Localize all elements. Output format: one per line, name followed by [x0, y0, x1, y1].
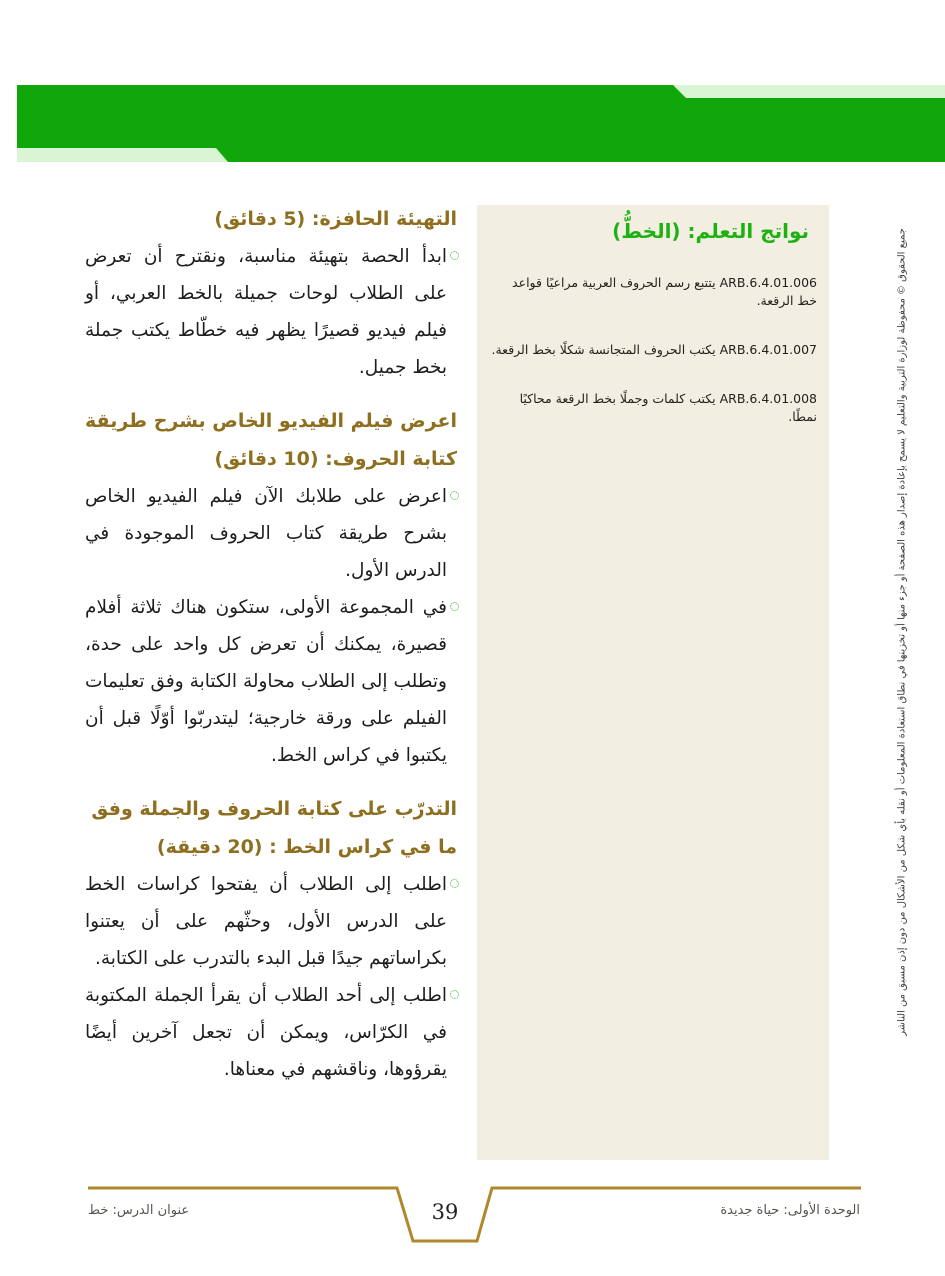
section-heading: اعرض فيلم الفيديو الخاص بشرح طريقة كتابة الحروف: (10 دقائق): [85, 410, 457, 470]
section-heading: التهيئة الحافزة: (5 دقائق): [214, 208, 457, 230]
bullet-text: ابدأ الحصة بتهيئة مناسبة، ونقترح أن تعرض على الطلاب لوحات جميلة بالخط العربي، أو فيلم فيديو قصيرًا يظهر فيه خطّاط يكتب جملة بخط جميل.: [85, 246, 447, 378]
outcome-code: ARB.6.4.01.008: [719, 391, 817, 406]
outcome-text: يكتب كلمات وجملًا بخط الرقعة محاكيًا نمطًا.: [519, 391, 817, 424]
list-item: [85, 977, 457, 1088]
outcome-text: يتتبع رسم الحروف العربية مراعيًا قواعد خط الرقعة.: [512, 275, 817, 308]
footer-lesson-title: عنوان الدرس: خط: [88, 1203, 190, 1218]
bullet-text: في المجموعة الأولى، ستكون هناك ثلاثة أفلام قصيرة، يمكنك أن تعرض كل واحد على حدة، وتطلب إلى الطلاب محاولة الكتابة وفق تعليمات الفيلم على ورقة خارجية؛ ليتدربّوا أوّلًا قبل أن يكتبوا في كراس الخط.: [85, 597, 447, 766]
bullet-icon: [450, 879, 459, 888]
bullet-text: اطلب إلى الطلاب أن يفتحوا كراسات الخط على الدرس الأول، وحثّهم على أن يعتنوا بكراساتهم جيدًا قبل البدء بالتدرب على الكتابة.: [85, 874, 447, 969]
bullet-icon: [450, 990, 459, 999]
list-item: [85, 866, 457, 977]
outcome-item: [489, 341, 817, 359]
list-item: [85, 589, 457, 774]
section-warmup: [85, 200, 457, 386]
bullet-icon: [450, 251, 459, 260]
copyright-notice: جميع الحقوق © محفوظة لوزارة التربية والتعليم لا يسمح بإعادة إصدار هذه الصفحة أو جزء منها أو تخزينها في نطاق استعادة المعلومات أو نقله بأي شكل من الأشكال من دون إذن مسبق من الناشر: [896, 228, 908, 1036]
page-number: 39: [431, 1200, 459, 1224]
bullet-text: اعرض على طلابك الآن فيلم الفيديو الخاص بشرح طريقة كتاب الحروف الموجودة في الدرس الأول.: [85, 486, 447, 581]
outcome-item: [489, 274, 817, 310]
lesson-plan-column: [85, 200, 457, 1088]
learning-outcomes-title: نواتج التعلم: (الخطُّ): [612, 219, 809, 243]
footer-rule-with-page-tab: [0, 1186, 945, 1256]
list-item: [85, 478, 457, 589]
outcome-code: ARB.6.4.01.006: [719, 275, 817, 290]
outcome-code: ARB.6.4.01.007: [719, 342, 817, 357]
section-heading: التدرّب على كتابة الحروف والجملة وفق ما في كراس الخط : (20 دقيقة): [91, 798, 457, 858]
list-item: [85, 238, 457, 386]
section-video: [85, 402, 457, 774]
header-accent-strip-top-right: [673, 85, 945, 98]
bullet-icon: [450, 602, 459, 611]
outcome-item: [489, 390, 817, 426]
header-accent-strip-bottom-left: [17, 148, 228, 162]
outcome-text: يكتب الحروف المتجانسة شكلًا بخط الرقعة.: [491, 342, 716, 357]
bullet-icon: [450, 491, 459, 500]
learning-outcomes-panel: [477, 205, 829, 1160]
bullet-text: اطلب إلى أحد الطلاب أن يقرأ الجملة المكتوبة في الكرّاس، ويمكن أن تجعل آخرين أيضًا يقرؤوها، وناقشهم في معناها.: [85, 985, 447, 1080]
footer-unit-title: الوحدة الأولى: حياة جديدة: [720, 1203, 860, 1218]
section-practice: [85, 790, 457, 1088]
